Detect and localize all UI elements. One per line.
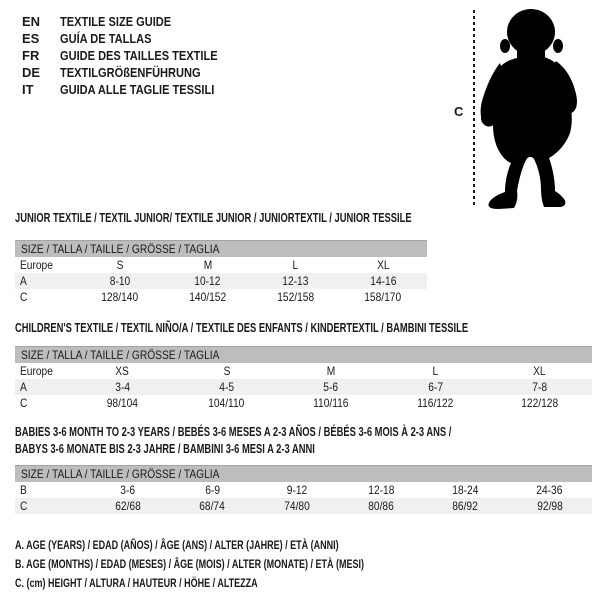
footnote-line: A. AGE (YEARS) / EDAD (AÑOS) / ÂGE (ANS) / ALTER (JAHRE) / ETÀ (ANNI) [15, 538, 339, 552]
babies-size-table [15, 465, 592, 514]
table-cell: 4-5 [219, 380, 234, 394]
children-table-section [15, 320, 592, 411]
table-cell: 24-36 [536, 483, 563, 497]
size-header-label: SIZE / TALLA / TAILLE / GRÖSSE / TAGLIA [21, 242, 220, 256]
language-code: DE [22, 65, 41, 80]
language-label: GUIDE DES TAILLES TEXTILE [60, 48, 218, 63]
language-row [22, 13, 245, 30]
table-row [15, 273, 427, 289]
table-cell: S [223, 364, 231, 378]
table-row [15, 363, 592, 379]
children-size-table [15, 346, 592, 411]
language-row [22, 64, 245, 81]
height-measure-label: C [454, 104, 464, 119]
table-cell: 62/68 [115, 499, 141, 513]
language-row [22, 47, 245, 64]
table-row [15, 395, 592, 411]
language-label: TEXTILGRÖßENFÜHRUNG [60, 65, 201, 80]
size-table-header [15, 465, 592, 482]
table-cell: S [116, 258, 124, 272]
table-cell: 7-8 [532, 380, 548, 394]
row-label: C [20, 290, 28, 304]
table-cell: XL [533, 364, 547, 378]
table-row [15, 482, 592, 498]
table-cell: 10-12 [194, 274, 221, 288]
height-measure-dashed-line [473, 10, 475, 206]
row-label: Europe [20, 258, 53, 272]
table-cell: 5-6 [323, 380, 339, 394]
table-title: CHILDREN'S TEXTILE / TEXTIL NIÑO/A / TEXTILE DES ENFANTS / KINDERTEXTIL / BAMBINI TESSILE [15, 321, 469, 335]
table-cell: XS [115, 364, 130, 378]
footnote-line: C. (cm) HEIGHT / ALTURA / HAUTEUR / HÖHE / ALTEZZA [15, 576, 258, 590]
table-cell: 92/98 [537, 499, 563, 513]
toddler-silhouette-icon [478, 7, 582, 211]
footnotes [15, 536, 480, 593]
table-cell: L [432, 364, 439, 378]
row-label: A [20, 274, 27, 288]
table-cell: 8-10 [109, 274, 131, 288]
junior-table-section [15, 210, 427, 305]
table-cell: 6-9 [205, 483, 220, 497]
table-cell: 86/92 [452, 499, 479, 513]
table-cell: XL [376, 258, 390, 272]
table-title: JUNIOR TEXTILE / TEXTIL JUNIOR/ TEXTILE JUNIOR / JUNIORTEXTIL / JUNIOR TESSILE [15, 211, 412, 225]
language-label: GUIDA ALLE TAGLIE TESSILI [60, 82, 215, 97]
table-cell: M [326, 364, 336, 378]
table-cell: 6-7 [428, 380, 443, 394]
table-row [15, 379, 592, 395]
table-cell: 12-18 [368, 483, 395, 497]
language-row [22, 30, 245, 47]
language-code: IT [22, 82, 34, 97]
row-label: B [20, 483, 27, 497]
row-label: Europe [20, 364, 53, 378]
language-code: ES [22, 31, 40, 46]
table-cell: 152/158 [276, 290, 314, 304]
junior-size-table [15, 240, 427, 305]
table-cell: 74/80 [284, 499, 310, 513]
table-cell: 3-6 [120, 483, 136, 497]
table-row [15, 498, 592, 514]
table-row [15, 289, 427, 305]
table-cell: 3-4 [114, 380, 130, 394]
table-cell: 116/122 [417, 396, 454, 410]
table-cell: 12-13 [282, 274, 309, 288]
size-table-header [15, 240, 427, 257]
language-list [22, 13, 245, 98]
size-header-label: SIZE / TALLA / TAILLE / GRÖSSE / TAGLIA [21, 348, 220, 362]
table-cell: 98/104 [106, 396, 138, 410]
babies-table-section [15, 424, 592, 514]
table-title-line2: BABYS 3-6 MONATE BIS 2-3 JAHRE / BAMBINI 3-6 MESI A 2-3 ANNI [15, 442, 315, 456]
row-label: C [20, 396, 28, 410]
language-code: FR [22, 48, 40, 63]
table-cell: 68/74 [199, 499, 226, 513]
size-table-header [15, 346, 592, 363]
table-cell: 9-12 [286, 483, 308, 497]
table-cell: L [292, 258, 299, 272]
table-cell: 18-24 [452, 483, 479, 497]
row-label: C [20, 499, 28, 513]
table-title: BABIES 3-6 MONTH TO 2-3 YEARS / BEBÉS 3-6 MESES A 2-3 AÑOS / BÉBÉS 3-6 MOIS À 2-3 ANS / [15, 425, 452, 439]
size-header-label: SIZE / TALLA / TAILLE / GRÖSSE / TAGLIA [21, 467, 220, 481]
language-label: TEXTILE SIZE GUIDE [60, 14, 172, 29]
row-label: A [20, 380, 27, 394]
language-label: GUÍA DE TALLAS [60, 31, 152, 46]
table-cell: 14-16 [370, 274, 397, 288]
table-cell: 104/110 [208, 396, 245, 410]
table-cell: 80/86 [368, 499, 394, 513]
language-row [22, 81, 245, 98]
table-row [15, 257, 427, 273]
footnote-line: B. AGE (MONTHS) / EDAD (MESES) / ÂGE (MOIS) / ALTER (MONATE) / ETÀ (MESI) [15, 557, 364, 571]
table-cell: 128/140 [101, 290, 139, 304]
table-cell: 110/116 [313, 396, 349, 410]
table-cell: 158/170 [364, 290, 402, 304]
table-cell: 122/128 [521, 396, 559, 410]
table-cell: M [203, 258, 212, 272]
table-cell: 140/152 [189, 290, 227, 304]
language-code: EN [22, 14, 41, 29]
